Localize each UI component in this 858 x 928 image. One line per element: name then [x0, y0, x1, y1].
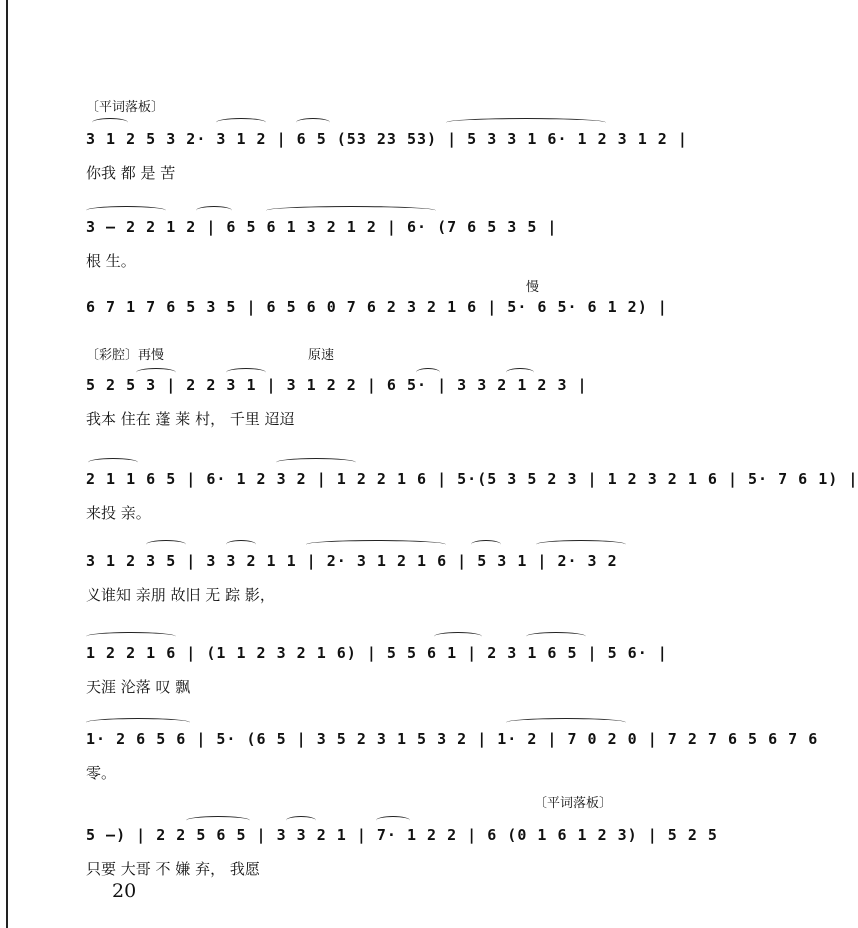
- lyrics-line: 来投 亲。: [86, 504, 151, 522]
- slur: [266, 206, 436, 215]
- lyrics-line: 天涯 沦落 叹 飘: [86, 678, 191, 696]
- lyrics-line: 零。: [86, 764, 117, 782]
- lyrics-line: 我本 住在 蓬 莱 村， 千里 迢迢: [86, 410, 295, 428]
- slur: [186, 816, 250, 825]
- lyrics-line: 只要 大哥 不 嫌 弃， 我愿: [86, 860, 260, 878]
- notation-line: 6 7 1 7 6 5 3 5 | 6 5 6 0 7 6 2 3 2 1 6 | 5· 6 5· 6 1 2) |: [86, 298, 668, 316]
- slur: [306, 540, 446, 549]
- page-number: 20: [112, 880, 137, 902]
- lyrics-line: 你我 都 是 苦: [86, 164, 176, 182]
- slur: [86, 632, 176, 641]
- notation-line: 2 1 1 6 5 | 6· 1 2 3 2 | 1 2 2 1 6 | 5·(5 3 5 2 3 | 1 2 3 2 1 6 | 5· 7 6 1) |: [86, 470, 858, 488]
- notation-line: 1· 2 6 5 6 | 5· (6 5 | 3 5 2 3 1 5 3 2 | 1· 2 | 7 0 2 0 | 7 2 7 6 5 6 7 6: [86, 730, 819, 748]
- slur: [88, 458, 138, 467]
- section-marker: 〔彩腔〕再慢: [86, 348, 165, 363]
- notation-line: 1 2 2 1 6 | (1 1 2 3 2 1 6) | 5 5 6 1 | 2 3 1 6 5 | 5 6· |: [86, 644, 668, 662]
- slur: [296, 118, 330, 127]
- slur: [196, 206, 232, 215]
- notation-line: 3 1 2 3 5 | 3 3 2 1 1 | 2· 3 1 2 1 6 | 5 3 1 | 2· 3 2: [86, 552, 618, 570]
- slur: [226, 540, 256, 549]
- slur: [526, 632, 586, 641]
- slur: [536, 540, 626, 549]
- notation-line: 5 –) | 2 2 5 6 5 | 3 3 2 1 | 7· 1 2 2 | 6 (0 1 6 1 2 3) | 5 2 5: [86, 826, 718, 844]
- slur: [376, 816, 410, 825]
- tempo-marker: 原速: [308, 348, 335, 363]
- notation-line: 3 – 2 2 1 2 | 6 5 6 1 3 2 1 2 | 6· (7 6 5 3 5 |: [86, 218, 558, 236]
- section-marker: 〔平词落板〕: [534, 796, 613, 811]
- section-marker: 〔平词落板〕: [86, 100, 165, 115]
- slur: [146, 540, 186, 549]
- slur: [86, 718, 190, 727]
- notation-line: 5 2 5 3 | 2 2 3 1 | 3 1 2 2 | 6 5· | 3 3 2 1 2 3 |: [86, 376, 588, 394]
- page-border: [6, 0, 8, 928]
- slur: [86, 206, 166, 215]
- lyrics-line: 义谁知 亲朋 故旧 无 踪 影，: [86, 586, 275, 604]
- slur: [286, 816, 316, 825]
- slur: [506, 718, 626, 727]
- slur: [471, 540, 501, 549]
- slur: [276, 458, 356, 467]
- slur: [92, 118, 128, 127]
- slur: [434, 632, 482, 641]
- lyrics-line: 根 生。: [86, 252, 136, 270]
- slur: [216, 118, 266, 127]
- notation-line: 3 1 2 5 3 2· 3 1 2 | 6 5 (53 23 53) | 5 3 3 1 6· 1 2 3 1 2 |: [86, 130, 688, 148]
- slur: [446, 118, 606, 127]
- tempo-marker: 慢: [526, 280, 540, 295]
